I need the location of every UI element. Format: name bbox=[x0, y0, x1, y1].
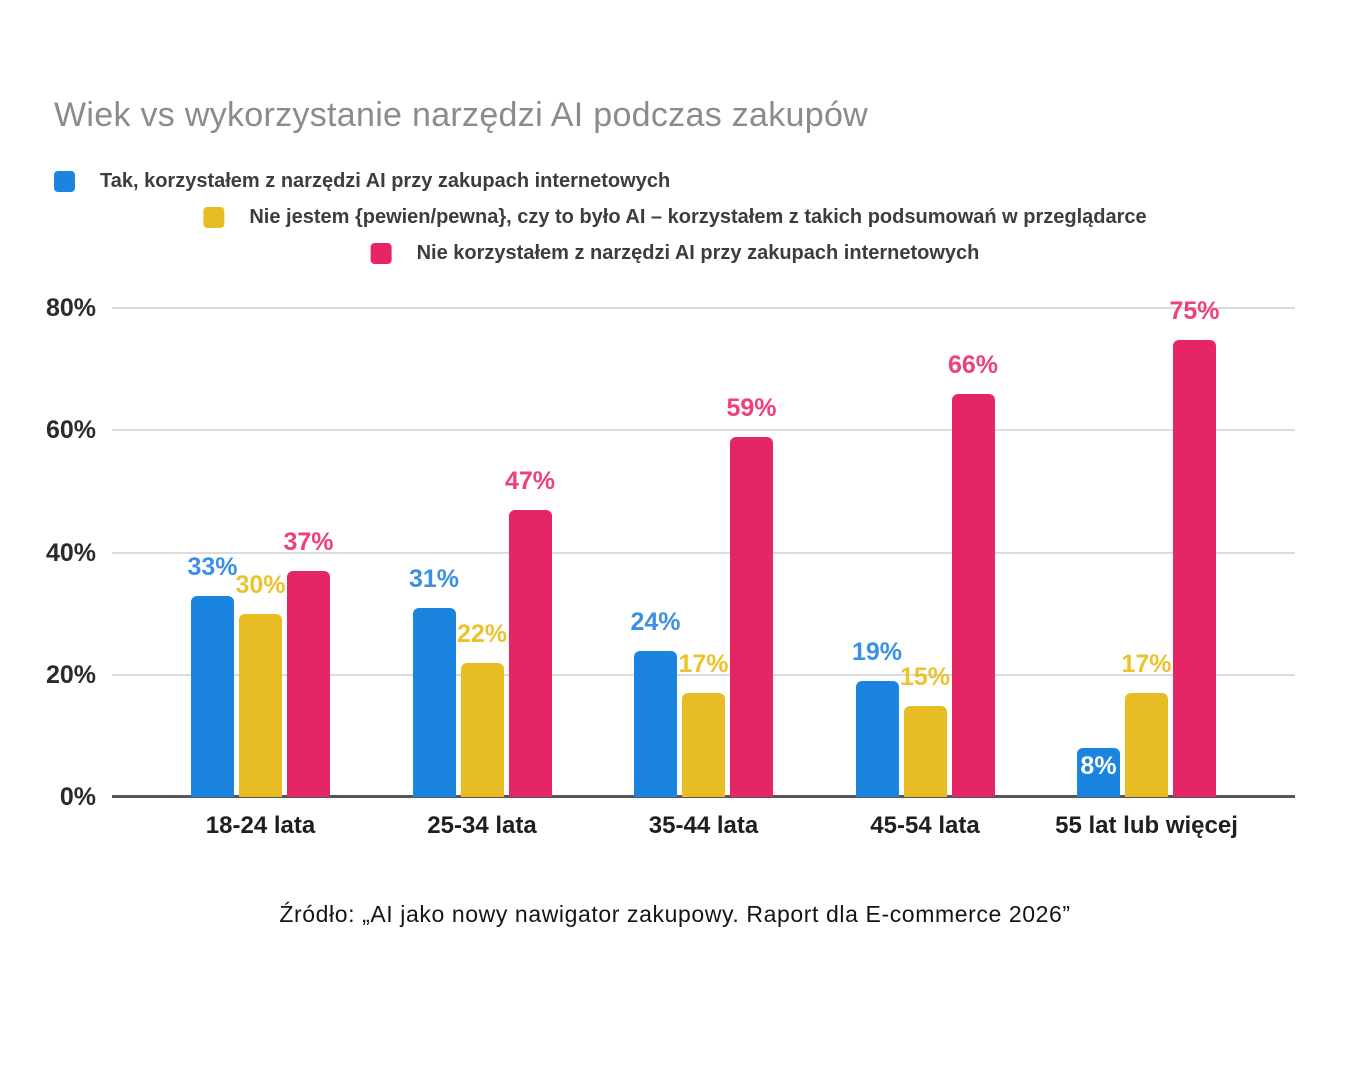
source-caption: Źródło: „AI jako nowy nawigator zakupowy. Raport dla E-commerce 2026” bbox=[279, 901, 1071, 927]
bar bbox=[682, 693, 725, 797]
x-axis-label: 35-44 lata bbox=[648, 812, 759, 839]
legend-item-unsure bbox=[203, 205, 1146, 229]
x-axis-label: 18-24 lata bbox=[205, 812, 316, 839]
bar-column bbox=[1077, 748, 1120, 797]
bar-value-label: 33% bbox=[187, 552, 238, 581]
bar-column bbox=[504, 467, 556, 797]
bar bbox=[509, 510, 552, 797]
bar-value-label: 47% bbox=[504, 467, 556, 496]
bar-column bbox=[1169, 296, 1220, 798]
bar-column bbox=[630, 607, 681, 797]
bar-value-label: 8% bbox=[1080, 752, 1117, 781]
bar bbox=[1077, 748, 1120, 797]
bar-value-label: 17% bbox=[1121, 650, 1172, 679]
bar-column bbox=[187, 552, 238, 797]
x-axis-label: 55 lat lub więcej bbox=[1055, 812, 1238, 839]
y-axis-tick: 20% bbox=[45, 661, 96, 689]
legend-swatch-yellow bbox=[203, 207, 224, 228]
bar-group bbox=[408, 247, 556, 797]
y-axis-tick: 60% bbox=[45, 416, 96, 444]
bar-value-label: 30% bbox=[235, 571, 286, 599]
bar-value-label: 17% bbox=[678, 650, 729, 679]
legend-label: Nie jestem {pewien/pewna}, czy to było AI – korzystałem z takich podsumowań w przeglądarce bbox=[249, 205, 1147, 228]
bar-column bbox=[899, 662, 951, 798]
bar bbox=[634, 651, 677, 797]
bar bbox=[1173, 340, 1216, 798]
bar-column bbox=[1121, 650, 1172, 797]
bar-value-label: 66% bbox=[947, 351, 999, 380]
legend-label: Tak, korzystałem z narzędzi AI przy zakupach internetowych bbox=[100, 169, 671, 192]
bar bbox=[856, 681, 899, 797]
y-axis-tick: 80% bbox=[45, 294, 96, 322]
bar-group bbox=[187, 247, 334, 797]
bar-column bbox=[947, 351, 999, 797]
bar-value-label: 59% bbox=[726, 394, 777, 423]
x-axis-label: 45-54 lata bbox=[870, 812, 980, 839]
bar-column bbox=[235, 571, 286, 797]
bar-column bbox=[283, 528, 334, 797]
bar bbox=[461, 663, 504, 797]
bar-column bbox=[408, 564, 460, 797]
bar-value-label: 24% bbox=[630, 607, 681, 636]
bar bbox=[952, 394, 995, 797]
bar bbox=[413, 608, 456, 797]
bar-group bbox=[630, 247, 777, 797]
bar-value-label: 22% bbox=[456, 619, 508, 648]
bar-value-label: 31% bbox=[408, 564, 460, 593]
bar-column bbox=[851, 638, 903, 797]
bar-column bbox=[726, 394, 777, 797]
bar-value-label: 75% bbox=[1169, 296, 1220, 325]
bar-group bbox=[1077, 247, 1220, 797]
bar-value-label: 19% bbox=[851, 638, 903, 667]
bar-group bbox=[851, 247, 999, 797]
bar-column bbox=[456, 619, 508, 797]
x-axis-label: 25-34 lata bbox=[427, 812, 537, 839]
chart-title: Wiek vs wykorzystanie narzędzi AI podczas zakupów bbox=[54, 96, 869, 134]
bar bbox=[239, 614, 282, 797]
bar bbox=[730, 437, 773, 797]
bar bbox=[1125, 693, 1168, 797]
legend-label: Nie korzystałem z narzędzi AI przy zakupach internetowych bbox=[416, 241, 980, 264]
bar-column bbox=[678, 650, 729, 797]
y-axis-tick: 40% bbox=[45, 539, 96, 567]
bar bbox=[287, 571, 330, 797]
bar bbox=[191, 596, 234, 797]
legend-swatch-blue bbox=[54, 171, 75, 192]
y-axis-tick: 0% bbox=[59, 783, 96, 811]
bar-value-label: 15% bbox=[899, 662, 951, 691]
legend-item-yes bbox=[54, 169, 670, 193]
bar bbox=[904, 706, 947, 798]
bar-value-label: 37% bbox=[283, 528, 334, 557]
plot-area bbox=[112, 247, 1295, 839]
